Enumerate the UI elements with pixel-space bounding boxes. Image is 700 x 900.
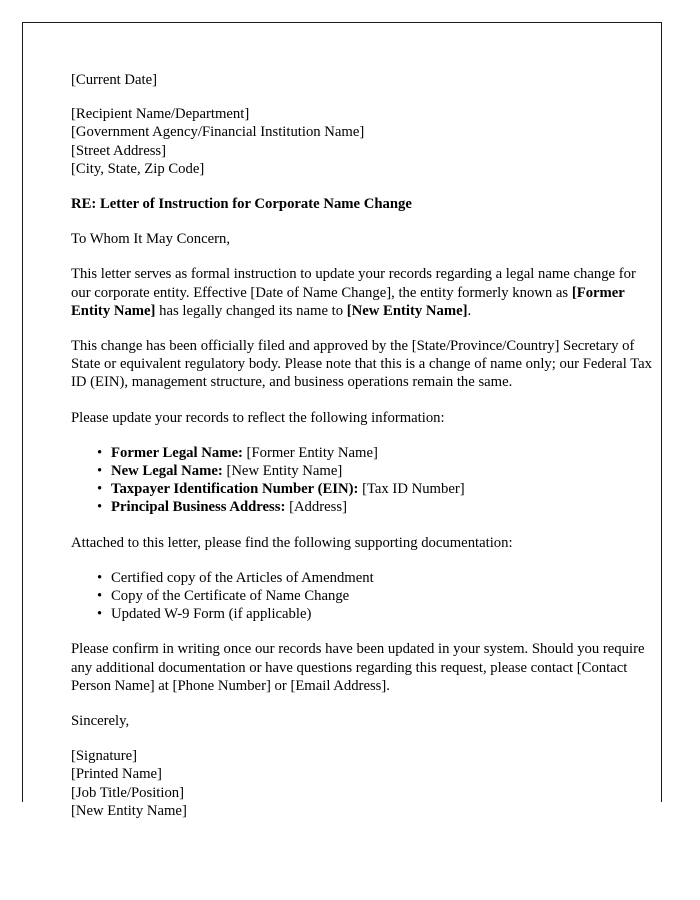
new-entity-name-inline: [New Entity Name] (346, 302, 468, 319)
recipient-city-state-zip: [City, State, Zip Code] (71, 160, 205, 177)
printed-name: [Printed Name] (71, 766, 162, 783)
former-entity-name-inline: [Former Entity Name] (71, 284, 625, 319)
list-item: • Certified copy of the Articles of Amendment (111, 569, 656, 587)
paragraph1-part3: . (467, 302, 472, 319)
spacer-after-salutation (71, 248, 656, 265)
record-label: Former Legal Name: (111, 444, 243, 461)
attachments-intro: Attached to this letter, please find the following supporting documentation: (71, 534, 513, 551)
salutation: To Whom It May Concern, (71, 231, 231, 248)
date-block (71, 71, 656, 89)
record-value: [Former Entity Name] (242, 444, 378, 461)
paragraph-confirmation-request: Please confirm in writing once our records have been updated in your system. Should you require any additional documentation or have questions regarding this request, please contact [Contact Person Name] at [Phone Number] or [Email Address]. (71, 641, 645, 694)
paragraph1-part1: This letter serves as formal instruction to update your records regarding a legal name change for our corporate entity. Effective [Date of Name Change], the entity formerly known as (71, 266, 636, 301)
subject-line: RE: Letter of Instruction for Corporate Name Change (71, 196, 412, 213)
letter-content (71, 71, 656, 820)
spacer-after-address (71, 178, 656, 195)
spacer-after-paragraph2 (71, 392, 656, 409)
record-value: [New Entity Name] (222, 463, 343, 480)
record-value: [Address] (285, 499, 347, 516)
records-information-list (71, 444, 656, 517)
spacer-after-subject (71, 213, 656, 230)
record-value: [Tax ID Number] (358, 481, 465, 498)
recipient-street-address: [Street Address] (71, 142, 167, 159)
list-item (111, 462, 656, 480)
list-item (111, 480, 656, 498)
spacer-after-paragraph1 (71, 320, 656, 337)
list-item (111, 444, 656, 462)
list-item (111, 498, 656, 516)
recipient-organization: [Government Agency/Financial Institution Name] (71, 124, 365, 141)
paragraph1-part2: has legally changed its name to (155, 302, 347, 319)
spacer-before-attachments-list (71, 552, 656, 569)
attachments-list (71, 569, 656, 624)
record-label: Taxpayer Identification Number (EIN): (111, 481, 359, 498)
list-item: • Updated W-9 Form (if applicable) (111, 605, 656, 623)
spacer-before-records-list (71, 427, 656, 444)
spacer-after-date (71, 89, 656, 105)
recipient-name: [Recipient Name/Department] (71, 106, 250, 123)
record-label: Principal Business Address: (111, 499, 286, 516)
list-item: • Copy of the Certificate of Name Change (111, 587, 656, 605)
signature-block (71, 747, 656, 820)
recipient-address-block (71, 105, 656, 178)
paragraph-name-change (71, 265, 656, 320)
spacer-after-paragraph3 (71, 695, 656, 712)
spacer-after-attachments-list (71, 623, 656, 640)
paragraph-filing-approval: This change has been officially filed and approved by the [State/Province/Country] Secretary of State or equivalent regulatory body. Please note that this is a change of name only; our Federal Tax ID (EIN), management structure, and business operations remain the same. (71, 338, 653, 391)
entity-name: [New Entity Name] (71, 802, 187, 819)
document-page (22, 22, 662, 819)
spacer-after-records-list (71, 517, 656, 534)
current-date: [Current Date] (71, 72, 158, 88)
records-update-intro: Please update your records to reflect the following information: (71, 409, 445, 426)
record-label: New Legal Name: (111, 463, 223, 480)
signature-placeholder: [Signature] (71, 748, 138, 765)
job-title: [Job Title/Position] (71, 784, 185, 801)
spacer-after-closing (71, 730, 656, 747)
closing-salutation: Sincerely, (71, 713, 130, 730)
